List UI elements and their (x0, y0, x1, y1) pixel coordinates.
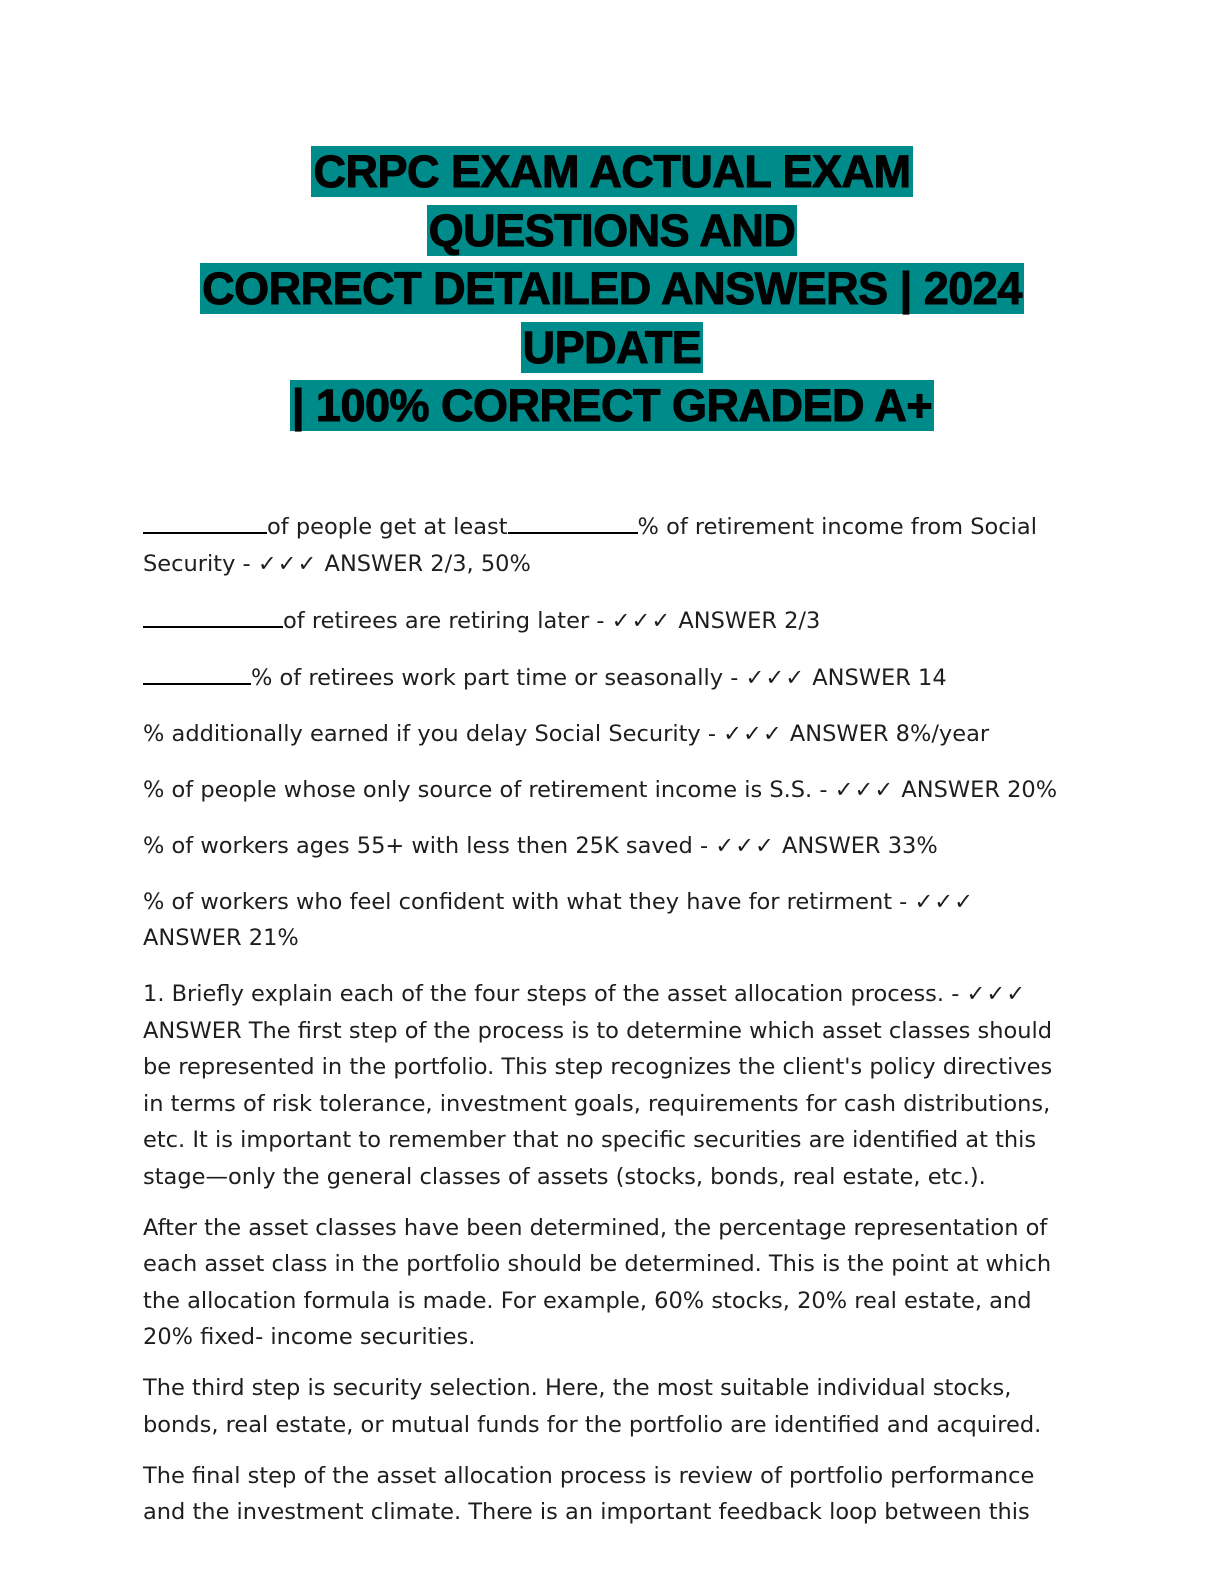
question-text: % of people whose only source of retirement income is S.S. - (143, 776, 835, 803)
essay-paragraph-4: The final step of the asset allocation process is review of portfolio performance and the investment climate. There is an important feedback loop between this (143, 1462, 1035, 1525)
answer-text: ANSWER 20% (901, 776, 1058, 803)
qa-item-2 (143, 602, 1073, 640)
question-text: of retirees are retiring later - (283, 607, 612, 634)
checkmark-icon: ✓✓✓ (834, 776, 895, 803)
qa-item-6 (143, 828, 1073, 865)
answer-text: ANSWER 33% (781, 832, 938, 859)
checkmark-icon: ✓✓✓ (966, 981, 1027, 1007)
essay-question (143, 976, 1073, 1195)
answer-text: ANSWER 21% (143, 925, 299, 951)
question-text: 1. Briefly explain each of the four steps of the asset allocation process. - (143, 981, 967, 1007)
question-text: % of retirement income from Social Security - (143, 514, 1037, 577)
title-line-2: QUESTIONS AND (428, 204, 796, 256)
answer-text: ANSWER 8%/year (789, 720, 990, 747)
checkmark-icon: ✓✓✓ (723, 720, 783, 747)
answer-text: ANSWER 2/3 (678, 607, 821, 634)
qa-item-5 (143, 772, 1073, 809)
qa-item-1 (143, 508, 1073, 582)
document-body (143, 508, 1073, 1545)
question-text: % of workers who feel confident with what they have for retirment - (143, 888, 915, 915)
answer-blank (143, 659, 251, 685)
document-title (0, 143, 1224, 436)
title-line-4: UPDATE (522, 321, 702, 373)
answer-text: ANSWER The first step of the process is to determine which asset classes should be represented in the portfolio. This step recognizes the client's policy directives in terms of risk tolerance, investment goals, requirements for cash distributions, etc. It is important to remember that no specific securities are identified at this stage—only the general classes of assets (stocks, bonds, real estate, etc.). (143, 1017, 1053, 1190)
checkmark-icon: ✓✓✓ (914, 888, 975, 915)
title-line-3: CORRECT DETAILED ANSWERS | 2024 (202, 263, 1022, 314)
answer-blank (508, 508, 638, 534)
answer-text: ANSWER 2/3, 50% (324, 550, 531, 577)
essay-paragraph-2: After the asset classes have been determined, the percentage representation of each asset class in the portfolio should be determined. This is the point at which the allocation formula is made. For example, 60% stocks, 20% real estate, and 20% fixed- income securities. (143, 1214, 1052, 1350)
title-line-5: | 100% CORRECT GRADED A+ (291, 380, 933, 431)
checkmark-icon: ✓✓✓ (715, 832, 775, 859)
essay-paragraph-3: The third step is security selection. Here, the most suitable individual stocks, bonds, real estate, or mutual funds for the portfolio are identified and acquired. (143, 1375, 1042, 1438)
qa-item-7 (143, 884, 1073, 957)
checkmark-icon: ✓✓✓ (257, 550, 318, 577)
checkmark-icon: ✓✓✓ (745, 664, 806, 691)
question-text: % of retirees work part time or seasonally - (251, 664, 746, 691)
title-line-1: CRPC EXAM ACTUAL EXAM (313, 146, 911, 197)
question-text: % additionally earned if you delay Social Security - (143, 720, 724, 747)
question-text: of people get at least (267, 514, 508, 540)
answer-blank (143, 508, 267, 534)
qa-item-3 (143, 659, 1073, 697)
qa-item-4 (143, 716, 1073, 753)
answer-blank (143, 602, 283, 628)
checkmark-icon: ✓✓✓ (611, 607, 672, 634)
answer-text: ANSWER 14 (812, 664, 947, 691)
question-text: % of workers ages 55+ with less then 25K saved - (143, 832, 716, 859)
